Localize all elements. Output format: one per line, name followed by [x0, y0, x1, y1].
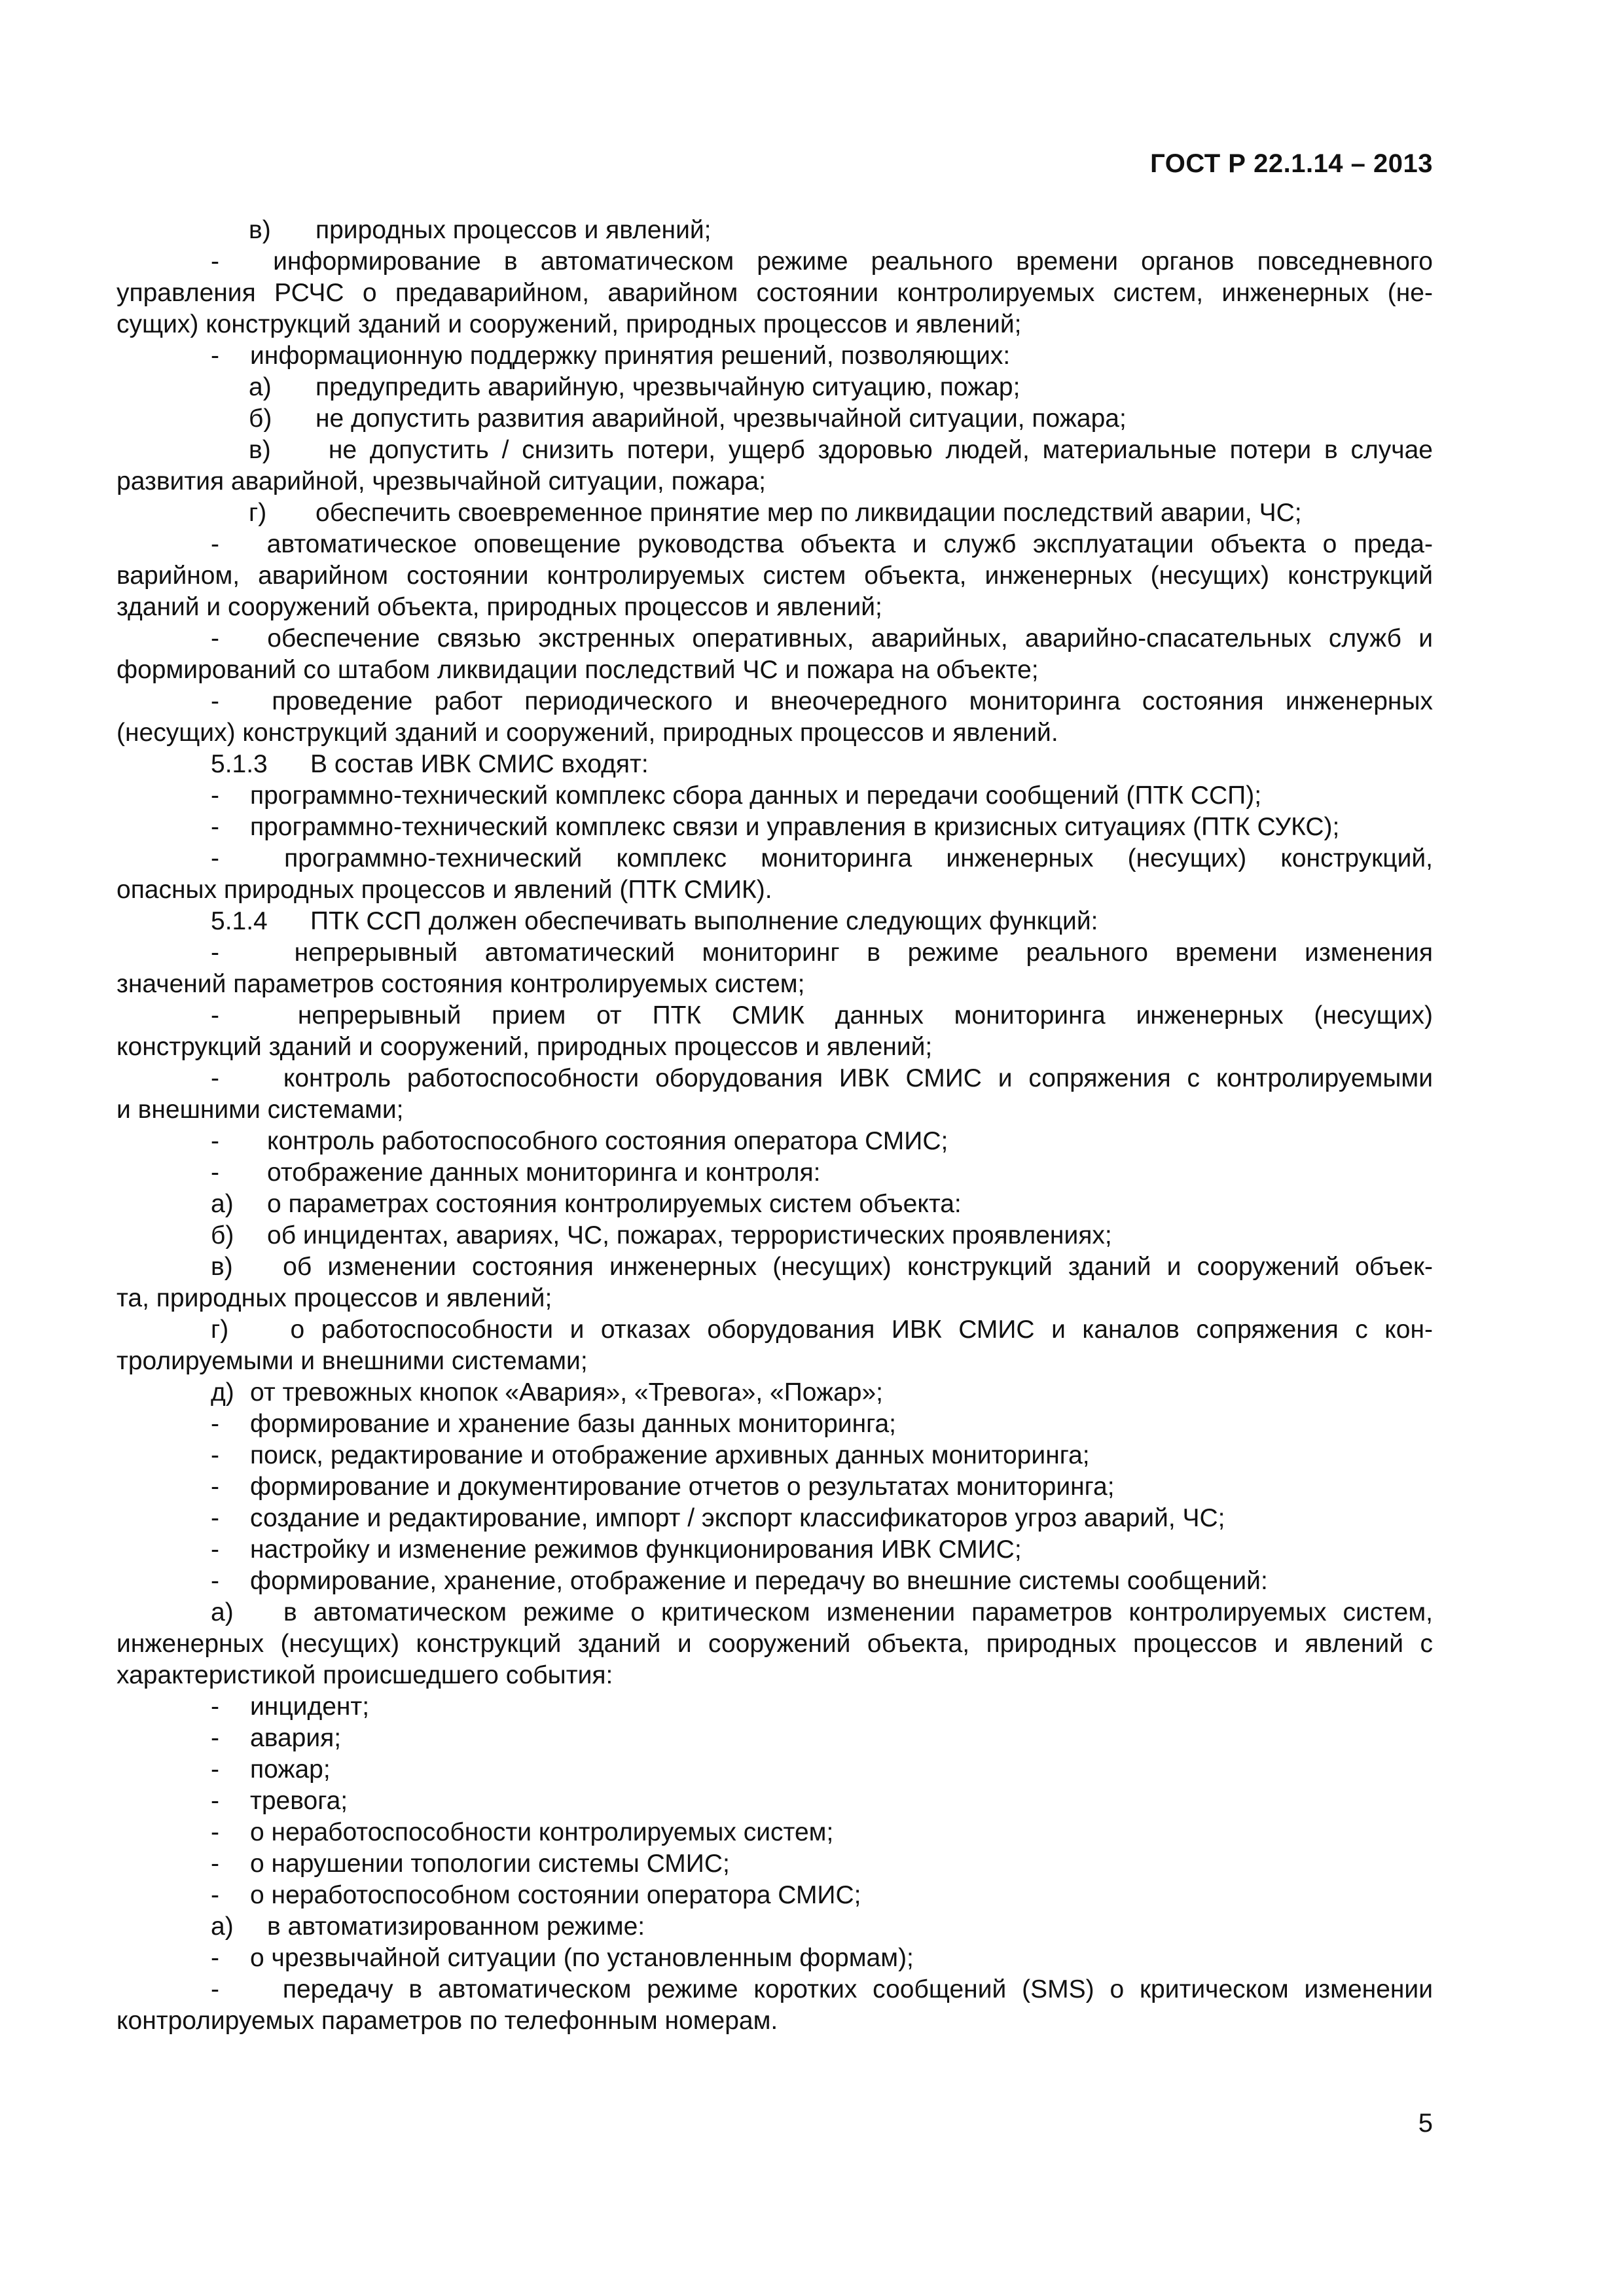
list-marker: - — [211, 1410, 219, 1438]
text-line — [117, 655, 1039, 685]
list-marker: - — [211, 844, 219, 872]
line-text: инцидент; — [250, 1693, 370, 1721]
line-text: передачу в автоматическом режиме коротких сообщений (SMS) о критическом изменении — [282, 1975, 1433, 2003]
text-line — [211, 1754, 331, 1785]
text-line — [117, 1283, 552, 1314]
line-text: настройку и изменение режимов функционирования ИВК СМИС; — [250, 1535, 1022, 1564]
line-text: непрерывный прием от ПТК СМИК данных мониторинга инженерных (несущих) — [297, 1001, 1433, 1030]
text-line — [211, 1126, 948, 1157]
line-text: формирование и хранение базы данных мониторинга; — [250, 1410, 897, 1438]
text-line — [211, 1157, 820, 1188]
list-marker: в) — [211, 1253, 233, 1281]
list-marker: а) — [211, 1598, 234, 1626]
text-line — [211, 1377, 883, 1408]
line-text: и внешними системами; — [117, 1096, 404, 1124]
list-marker: - — [211, 247, 219, 276]
text-line — [211, 246, 1433, 277]
line-text: информационную поддержку принятия решений, позволяющих: — [250, 342, 1011, 370]
text-line — [211, 1785, 348, 1816]
line-text: о неработоспособности контролируемых систем; — [250, 1818, 834, 1846]
line-text: развития аварийной, чрезвычайной ситуации, пожара; — [117, 467, 766, 495]
text-line — [249, 497, 1302, 528]
line-text: в автоматизированном режиме: — [267, 1912, 645, 1941]
line-text: о нарушении топологии системы СМИС; — [250, 1850, 730, 1878]
list-marker: - — [211, 1724, 219, 1752]
text-line — [211, 1566, 1268, 1596]
line-text: варийном, аварийном состоянии контролируемых систем объекта, инженерных (несущих) конструкций — [117, 562, 1433, 590]
list-marker: - — [211, 1975, 219, 2003]
line-text: автоматическое оповещение руководства объекта и служб эксплуатации объекта о преда- — [266, 530, 1433, 558]
line-text: не допустить / снизить потери, ущерб здоровью людей, материальные потери в случае — [328, 436, 1433, 464]
text-line — [211, 1911, 645, 1942]
text-line — [117, 1031, 932, 1062]
clause-5-1-4 — [211, 906, 1098, 937]
text-line — [249, 435, 1433, 465]
line-text: обеспечить своевременное принятие мер по ликвидации последствий аварии, ЧС; — [316, 499, 1302, 527]
line-text: обеспечение связью экстренных оперативных, аварийных, аварийно-спасательных служб и — [267, 624, 1433, 653]
text-line — [211, 623, 1433, 654]
list-marker: а) — [211, 1190, 234, 1218]
line-text: значений параметров состояния контролируемых систем; — [117, 970, 805, 998]
list-marker: г) — [211, 1316, 229, 1344]
list-marker: а) — [249, 373, 272, 401]
list-marker: д) — [211, 1378, 234, 1407]
line-text: программно-технический комплекс связи и управления в кризисных ситуациях (ПТК СУКС); — [250, 813, 1340, 841]
list-marker: - — [211, 1473, 219, 1501]
text-line — [249, 215, 712, 245]
page-number: 5 — [1418, 2109, 1433, 2138]
text-line — [211, 340, 1010, 371]
list-marker: - — [211, 530, 219, 558]
text-line — [211, 1251, 1433, 1282]
list-marker: б) — [211, 1221, 234, 1249]
list-marker: в) — [249, 436, 271, 464]
text-line — [117, 1094, 403, 1125]
text-line — [117, 1660, 613, 1691]
line-text: природных процессов и явлений; — [316, 216, 712, 244]
line-text: инженерных (несущих) конструкций зданий и сооружений объекта, природных процессов и явлений с — [117, 1630, 1433, 1658]
line-text: об изменении состояния инженерных (несущих) конструкций зданий и сооружений объек- — [283, 1253, 1433, 1281]
line-text: отображение данных мониторинга и контроля: — [267, 1158, 821, 1187]
line-text: зданий и сооружений объекта, природных процессов и явлений; — [117, 593, 882, 621]
line-text: сущих) конструкций зданий и сооружений, природных процессов и явлений; — [117, 310, 1022, 338]
text-line — [211, 686, 1433, 717]
line-text: от тревожных кнопок «Авария», «Тревога», «Пожар»; — [250, 1378, 883, 1407]
text-line — [211, 1848, 730, 1879]
line-text: формирований со штабом ликвидации последствий ЧС и пожара на объекте; — [117, 656, 1039, 684]
line-text: контролируемых параметров по телефонным номерам. — [117, 2007, 778, 2035]
text-line — [211, 1063, 1433, 1094]
text-line — [211, 1189, 962, 1219]
list-marker: - — [211, 342, 219, 370]
list-marker: - — [211, 813, 219, 841]
list-marker: - — [211, 1441, 219, 1469]
text-line — [211, 1534, 1022, 1565]
text-line — [211, 1691, 369, 1722]
list-marker: - — [211, 1818, 219, 1846]
text-line — [117, 874, 772, 905]
line-text: та, природных процессов и явлений; — [117, 1284, 552, 1312]
list-marker: - — [211, 1504, 219, 1532]
list-marker: - — [211, 1158, 219, 1187]
text-line — [117, 2005, 778, 2036]
text-line — [211, 1503, 1225, 1534]
text-line — [211, 1440, 1090, 1471]
list-marker: - — [211, 1850, 219, 1878]
line-text: формирование, хранение, отображение и передачу во внешние системы сообщений: — [250, 1567, 1268, 1595]
text-line — [211, 1597, 1433, 1628]
line-text: непрерывный автоматический мониторинг в режиме реального времени изменения — [294, 939, 1433, 967]
text-line — [117, 278, 1433, 308]
text-line — [211, 937, 1433, 968]
text-line — [211, 1723, 341, 1753]
clause-number: 5.1.3 — [211, 750, 268, 778]
list-marker: - — [211, 1535, 219, 1564]
list-marker: - — [211, 1881, 219, 1909]
text-line — [211, 1880, 861, 1910]
list-marker: - — [211, 1567, 219, 1595]
line-text: тревога; — [250, 1787, 348, 1815]
standard-header: ГОСТ Р 22.1.14 – 2013 — [1150, 149, 1433, 178]
line-text: в автоматическом режиме о критическом изменении параметров контролируемых систем, — [283, 1598, 1433, 1626]
line-text: о параметрах состояния контролируемых систем объекта: — [267, 1190, 962, 1218]
line-text: программно-технический комплекс сбора данных и передачи сообщений (ПТК ССП); — [250, 781, 1262, 810]
text-line — [117, 309, 1021, 340]
line-text: тролируемыми и внешними системами; — [117, 1347, 588, 1375]
line-text: о работоспособности и отказах оборудования ИВК СМИС и каналов сопряжения с кон- — [290, 1316, 1433, 1344]
list-marker: - — [211, 1127, 219, 1155]
text-line — [211, 1314, 1433, 1345]
text-line — [211, 1220, 1112, 1251]
line-text: В состав ИВК СМИС входят: — [310, 750, 649, 778]
line-text: управления РСЧС о предаварийном, аварийном состоянии контролируемых систем, инженерных (не- — [117, 279, 1433, 307]
line-text: конструкций зданий и сооружений, природных процессов и явлений; — [117, 1033, 933, 1061]
text-line — [211, 1471, 1115, 1502]
line-text: опасных природных процессов и явлений (ПТК СМИК). — [117, 876, 772, 904]
line-text: создание и редактирование, импорт / экспорт классификаторов угроз аварий, ЧС; — [250, 1504, 1225, 1532]
list-marker: - — [211, 1693, 219, 1721]
text-line — [211, 1974, 1433, 2005]
list-marker: - — [211, 1944, 219, 1972]
text-line — [211, 843, 1433, 874]
list-marker: - — [211, 1755, 219, 1784]
list-marker: б) — [249, 404, 272, 433]
text-line — [211, 1408, 896, 1439]
text-line — [211, 1943, 914, 1973]
line-text: пожар; — [250, 1755, 331, 1784]
line-text: программно-технический комплекс мониторинга инженерных (несущих) конструкций, — [284, 844, 1433, 872]
text-line — [211, 812, 1339, 842]
line-text: формирование и документирование отчетов о результатах мониторинга; — [250, 1473, 1115, 1501]
list-marker: - — [211, 1001, 219, 1030]
line-text: не допустить развития аварийной, чрезвычайной ситуации, пожара; — [316, 404, 1127, 433]
text-line — [117, 560, 1433, 591]
text-line — [117, 1346, 588, 1376]
clause-number: 5.1.4 — [211, 907, 268, 935]
line-text: проведение работ периодического и внеочередного мониторинга состояния инженерных — [272, 687, 1433, 715]
text-line — [117, 717, 1058, 748]
line-text: информирование в автоматическом режиме реального времени органов повседневного — [273, 247, 1433, 276]
line-text: предупредить аварийную, чрезвычайную ситуацию, пожар; — [316, 373, 1020, 401]
text-line — [249, 403, 1127, 434]
list-marker: - — [211, 939, 219, 967]
list-marker: - — [211, 1064, 219, 1092]
text-line — [211, 1000, 1433, 1031]
text-line — [117, 592, 882, 622]
line-text: ПТК ССП должен обеспечивать выполнение следующих функций: — [310, 907, 1098, 935]
list-marker: - — [211, 781, 219, 810]
clause-5-1-3 — [211, 749, 649, 780]
list-marker: а) — [211, 1912, 234, 1941]
list-marker: - — [211, 1787, 219, 1815]
text-line — [211, 1817, 833, 1848]
list-marker: - — [211, 687, 219, 715]
line-text: о чрезвычайной ситуации (по установленным формам); — [250, 1944, 914, 1972]
line-text: (несущих) конструкций зданий и сооружений, природных процессов и явлений. — [117, 719, 1058, 747]
text-line — [117, 969, 804, 999]
line-text: авария; — [250, 1724, 342, 1752]
line-text: поиск, редактирование и отображение архивных данных мониторинга; — [250, 1441, 1090, 1469]
line-text: об инцидентах, авариях, ЧС, пожарах, террористических проявлениях; — [267, 1221, 1112, 1249]
list-marker: - — [211, 624, 219, 653]
list-marker: г) — [249, 499, 267, 527]
line-text: характеристикой происшедшего события: — [117, 1661, 613, 1689]
text-line — [211, 780, 1261, 811]
text-line — [249, 372, 1020, 403]
line-text: контроль работоспособности оборудования ИВК СМИС и сопряжения с контролируемыми — [283, 1064, 1433, 1092]
text-line — [117, 466, 766, 497]
line-text: о неработоспособном состоянии оператора СМИС; — [250, 1881, 861, 1909]
list-marker: в) — [249, 216, 271, 244]
text-line — [211, 529, 1433, 560]
text-line — [117, 1628, 1433, 1659]
line-text: контроль работоспособного состояния оператора СМИС; — [267, 1127, 948, 1155]
